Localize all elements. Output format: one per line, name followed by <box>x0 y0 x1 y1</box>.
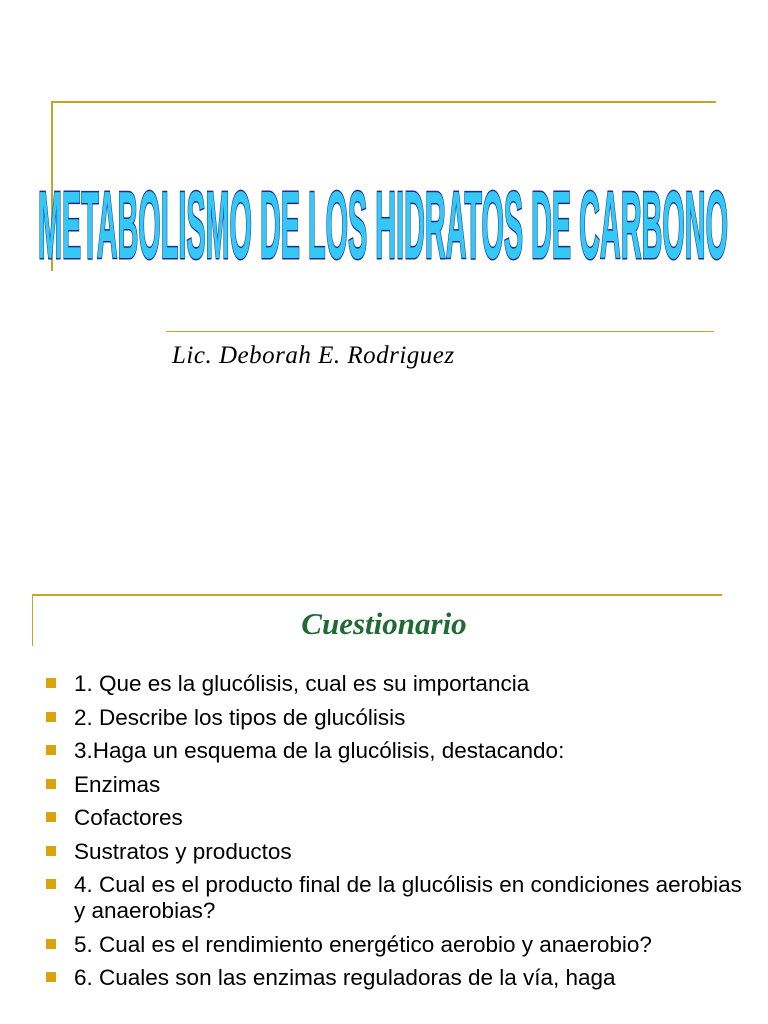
question-text: 1. Que es la glucólisis, cual es su importancia <box>74 671 530 696</box>
square-bullet-icon <box>46 972 56 982</box>
list-item <box>46 872 746 924</box>
list-item <box>46 805 746 831</box>
author-name: Lic. Deborah E. Rodriguez <box>172 342 455 369</box>
square-bullet-icon <box>46 812 56 822</box>
square-bullet-icon <box>46 879 56 889</box>
question-text: Sustratos y productos <box>74 838 292 864</box>
question-text: Cofactores <box>74 805 183 830</box>
slide-title: METABOLISMO DE LOS HIDRATOS DE CARBONO <box>38 172 728 279</box>
square-bullet-icon <box>46 712 56 722</box>
list-item <box>46 932 746 958</box>
decorative-line-top <box>32 594 722 596</box>
question-text: 3.Haga un esquema de la glucólisis, destacando: <box>74 738 565 763</box>
questionnaire-slide <box>0 576 768 1024</box>
square-bullet-icon <box>46 745 56 755</box>
square-bullet-icon <box>46 779 56 789</box>
list-item <box>46 738 746 764</box>
question-text: 5. Cual es el rendimiento energético aerobio y anaerobio? <box>74 931 652 957</box>
list-item <box>46 839 746 865</box>
question-text: Enzimas <box>74 771 161 797</box>
square-bullet-icon <box>46 678 56 688</box>
decorative-line-top <box>51 101 716 103</box>
question-list <box>46 671 746 999</box>
square-bullet-icon <box>46 846 56 856</box>
question-text: 6. Cuales son las enzimas reguladoras de la vía, haga <box>74 965 616 990</box>
list-item <box>46 671 746 697</box>
square-bullet-icon <box>46 939 56 949</box>
question-text: 2. Describe los tipos de glucólisis <box>74 704 406 730</box>
wordart-title <box>28 150 738 290</box>
decorative-line-middle <box>166 331 714 332</box>
list-item <box>46 772 746 798</box>
question-text: 4. Cual es el producto final de la glucólisis en condiciones aerobias y anaerobias? <box>74 872 742 923</box>
list-item <box>46 705 746 731</box>
questionnaire-title: Cuestionario <box>301 606 467 641</box>
list-item <box>46 965 746 991</box>
